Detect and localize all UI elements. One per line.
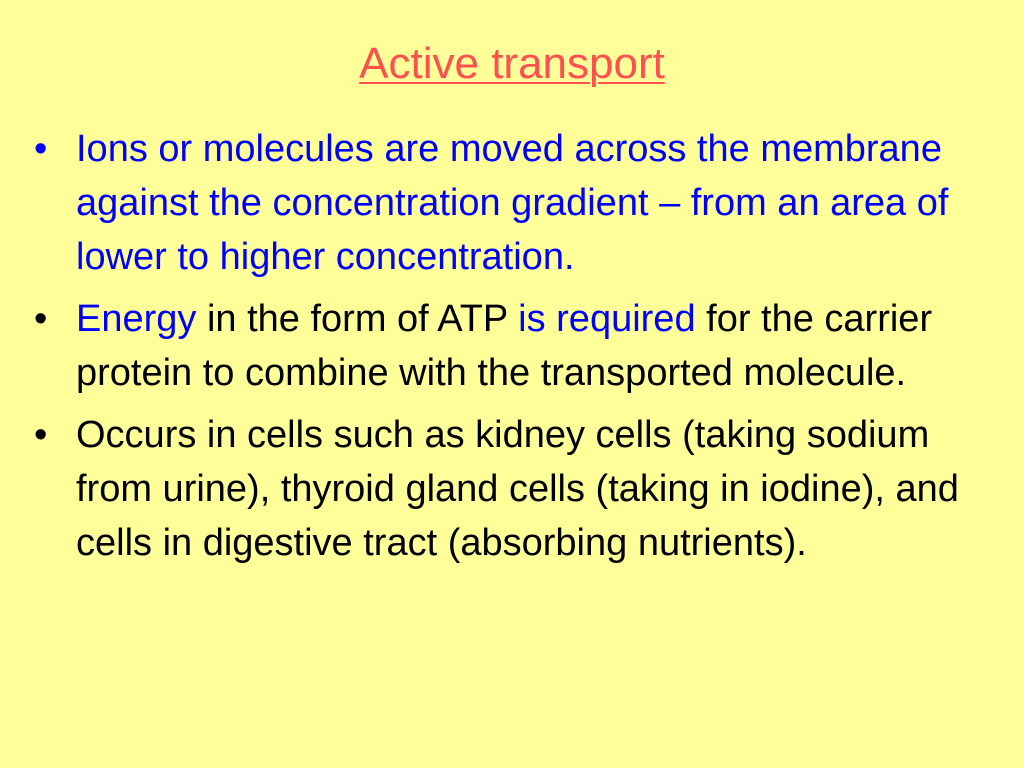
highlight-energy: Energy [76,298,197,340]
highlight-required: is required [518,298,696,340]
bullet-icon: • [34,414,48,456]
bullet-item-1 [30,122,990,284]
bullet-text: in the form of ATP [196,298,519,340]
bullet-text: Ions or molecules are moved across the membrane against the concentration gradient – from an area of lower to higher concentration. [76,128,949,278]
bullet-item-2 [30,292,990,400]
bullet-list [30,122,990,578]
bullet-text: for the carrier protein to combine with the transported molecule. [76,298,933,394]
bullet-icon: • [34,298,48,340]
slide-title: Active transport [359,39,665,88]
bullet-item-3 [30,408,990,570]
bullet-text: Occurs in cells such as kidney cells (taking sodium from urine), thyroid gland cells (taking in iodine), and cells in digestive tract (absorbing nutrients). [76,414,959,564]
bullet-icon: • [34,128,48,170]
